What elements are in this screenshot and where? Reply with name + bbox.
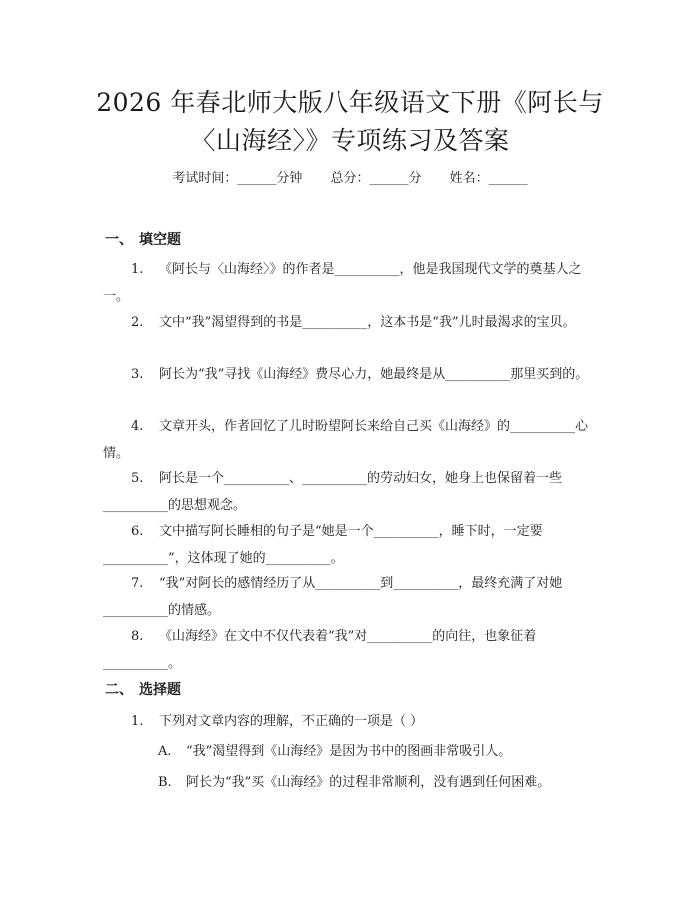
question-number: 7. bbox=[131, 576, 144, 591]
question-number: 5. bbox=[131, 471, 144, 486]
question-text: 《山海经》在文中不仅代表着“我”对__________的向往，也象征着__________。 bbox=[103, 629, 537, 671]
question-text: 文中描写阿长睡相的句子是“她是一个__________，睡下时，一定要__________”，这体现了她的__________。 bbox=[103, 524, 543, 566]
section-label: 填空题 bbox=[139, 232, 181, 248]
fill-question bbox=[103, 361, 603, 388]
question-text: 《阿长与〈山海经〉》的作者是__________，他是我国现代文学的奠基人之一。 bbox=[103, 262, 582, 304]
exam-info bbox=[0, 170, 700, 188]
title-line-1: 2026 年春北师大版八年级语文下册《阿长与 bbox=[96, 88, 604, 117]
student-name: 姓名：______ bbox=[449, 171, 528, 186]
question-number: 1. bbox=[131, 714, 144, 729]
question-text: “我”对阿长的感情经历了从__________到__________，最终充满了对她__________的情感。 bbox=[103, 576, 563, 618]
section-heading-choice bbox=[105, 681, 181, 699]
option-text: “我”渴望得到《山海经》是因为书中的图画非常吸引人。 bbox=[186, 744, 512, 759]
question-number: 2. bbox=[131, 315, 144, 330]
fill-question bbox=[103, 570, 603, 624]
question-number: 4. bbox=[131, 419, 144, 434]
exam-score: 总分：______分 bbox=[330, 171, 422, 186]
document-title bbox=[60, 84, 640, 160]
section-heading-fill bbox=[105, 231, 181, 249]
option-letter: A. bbox=[158, 744, 172, 759]
question-number: 3. bbox=[131, 367, 144, 382]
question-text: 文中“我”渴望得到的书是__________，这本书是“我”儿时最渴求的宝贝。 bbox=[159, 315, 576, 330]
fill-question bbox=[103, 309, 603, 336]
question-number: 6. bbox=[131, 524, 144, 539]
title-line-2: 〈山海经〉》专项练习及答案 bbox=[190, 126, 510, 155]
section-label: 选择题 bbox=[139, 682, 181, 698]
question-text: 阿长是一个__________、__________的劳动妇女，她身上也保留着一些__________的思想观念。 bbox=[103, 471, 563, 513]
fill-question bbox=[103, 465, 603, 519]
choice-option bbox=[158, 742, 618, 762]
choice-question bbox=[103, 708, 603, 735]
section-number: 一、 bbox=[105, 232, 133, 248]
exam-time: 考试时间：______分钟 bbox=[172, 171, 303, 186]
section-number: 二、 bbox=[105, 682, 133, 698]
fill-question bbox=[103, 623, 603, 677]
question-text: 下列对文章内容的理解，不正确的一项是（ ） bbox=[159, 714, 424, 729]
fill-question bbox=[103, 413, 603, 467]
question-number: 1. bbox=[131, 262, 144, 277]
choice-option bbox=[158, 773, 618, 793]
question-text: 文章开头，作者回忆了儿时盼望阿长来给自己买《山海经》的__________心情。 bbox=[103, 419, 589, 461]
fill-question bbox=[103, 518, 603, 572]
option-text: 阿长为“我”买《山海经》的过程非常顺利，没有遇到任何困难。 bbox=[186, 775, 551, 790]
question-text: 阿长为“我”寻找《山海经》费尽心力，她最终是从__________那里买到的。 bbox=[159, 367, 589, 382]
question-number: 8. bbox=[131, 629, 144, 644]
fill-question bbox=[103, 256, 603, 310]
option-letter: B. bbox=[158, 775, 172, 790]
